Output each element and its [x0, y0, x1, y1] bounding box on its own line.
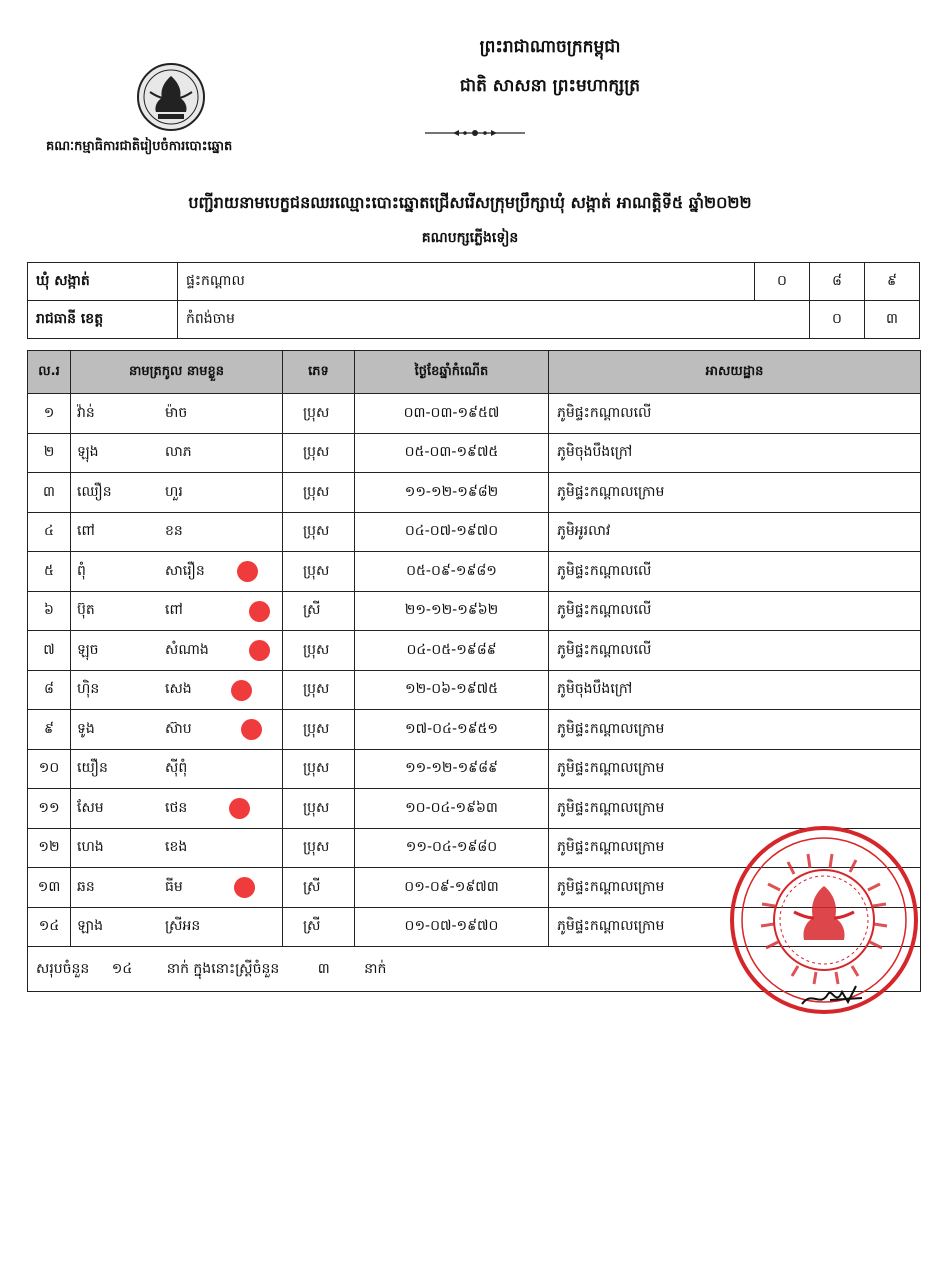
candidate-name-cell [71, 591, 283, 631]
family-name: ហេង [77, 839, 104, 856]
row-number: ១៣ [28, 868, 71, 908]
location-table [27, 262, 920, 339]
given-name: សេង [165, 681, 192, 698]
address-cell: ភូមិផ្ទះកណ្តាលក្រោម [549, 749, 921, 789]
address-cell: ភូមិផ្ទះកណ្តាលក្រោម [549, 789, 921, 829]
document-title: បញ្ជីរាយនាមបេក្ខជនឈរឈ្មោះបោះឆ្នោតជ្រើសរើសក្រុមប្រឹក្សាឃុំ សង្កាត់ អាណត្តិទី៥ ឆ្នាំ២០២២ [188, 193, 752, 212]
family-name: ឆន [77, 878, 95, 895]
row-number: ១០ [28, 749, 71, 789]
province-name: កំពង់ចាម [178, 301, 810, 339]
given-name: ធីម [165, 878, 183, 895]
sex-cell: ប្រុស [283, 789, 355, 829]
dob-cell: ១២-០៦-១៩៧៥ [355, 670, 549, 710]
kingdom-heading: ព្រះរាជាណាចក្រកម្ពុជា [479, 37, 621, 57]
red-marker-dot [231, 680, 252, 701]
row-number: ២ [28, 433, 71, 473]
row-number: ១១ [28, 789, 71, 829]
given-name: ពៅ [165, 602, 183, 619]
table-row [28, 789, 921, 829]
header-dob: ថ្ងៃខែឆ្នាំកំណើត [355, 351, 549, 394]
address-cell: ភូមិចុងបឹងក្រៅ [549, 670, 921, 710]
commune-code-digit: ៩ [865, 263, 920, 301]
summary-women: ៣ [317, 960, 330, 977]
given-name: ស៊ាប [165, 720, 192, 737]
given-name: សារឿន [165, 562, 205, 579]
dob-cell: ០៥-០៣-១៩៧៥ [355, 433, 549, 473]
summary-total: ១៤ [111, 960, 133, 977]
dob-cell: ០១-០៩-១៩៧៣ [355, 868, 549, 908]
sex-cell: ប្រុស [283, 512, 355, 552]
row-number: ៧ [28, 631, 71, 671]
dob-cell: ១០-០៤-១៩៦៣ [355, 789, 549, 829]
sex-cell: ប្រុស [283, 710, 355, 750]
family-name: ឡុច [77, 641, 99, 658]
family-name: ទូង [77, 720, 95, 737]
candidate-name-cell [71, 670, 283, 710]
family-name: ហ៊ិន [77, 681, 100, 698]
summary-unit: នាក់ [364, 960, 387, 977]
candidate-name-cell [71, 433, 283, 473]
province-code-digit: ០ [810, 301, 865, 339]
family-name: ពុំ [77, 562, 86, 579]
summary-total-label: សរុបចំនួន [36, 960, 90, 977]
candidate-name-cell [71, 394, 283, 434]
row-number: ៩ [28, 710, 71, 750]
dob-cell: ០១-០៧-១៩៧០ [355, 907, 549, 947]
row-number: ៥ [28, 552, 71, 592]
sex-cell: ប្រុស [283, 670, 355, 710]
table-row [28, 552, 921, 592]
family-name: ពៅ [77, 523, 95, 540]
given-name: ខេង [165, 839, 188, 856]
province-row [28, 301, 920, 339]
candidate-name-cell [71, 789, 283, 829]
dob-cell: ១១-១២-១៩៨៩ [355, 749, 549, 789]
sex-cell: ប្រុស [283, 473, 355, 513]
row-number: ៦ [28, 591, 71, 631]
dob-cell: ១១-១២-១៩៨២ [355, 473, 549, 513]
province-label: រាជធានី ខេត្ត [28, 301, 178, 339]
row-number: ៨ [28, 670, 71, 710]
dob-cell: ១១-០៤-១៩៨០ [355, 828, 549, 868]
address-cell: ភូមិផ្ទះកណ្តាលលើ [549, 591, 921, 631]
sex-cell: ស្រី [283, 868, 355, 908]
address-cell: ភូមិផ្ទះកណ្តាលក្រោម [549, 868, 921, 908]
table-row [28, 591, 921, 631]
row-number: ១៤ [28, 907, 71, 947]
given-name: ស៊ីពុំ [165, 760, 188, 777]
red-marker-dot [234, 877, 255, 898]
red-marker-dot [229, 798, 250, 819]
header-number: ល.រ [28, 351, 71, 394]
sex-cell: ប្រុស [283, 394, 355, 434]
row-number: ១២ [28, 828, 71, 868]
given-name: ថេន [165, 799, 188, 816]
family-name: ឡុង [77, 444, 99, 461]
family-name: សែម [77, 799, 104, 816]
address-cell: ភូមិផ្ទះកណ្តាលលើ [549, 631, 921, 671]
address-cell: ភូមិអូរលាវ [549, 512, 921, 552]
commune-label: ឃុំ សង្កាត់ [28, 263, 178, 301]
table-row [28, 631, 921, 671]
ornament-divider [425, 126, 525, 140]
candidate-name-cell [71, 907, 283, 947]
address-cell: ភូមិផ្ទះកណ្តាលក្រោម [549, 828, 921, 868]
candidate-name-cell [71, 749, 283, 789]
red-marker-dot [249, 640, 270, 661]
table-row [28, 394, 921, 434]
address-cell: ភូមិផ្ទះកណ្តាលក្រោម [549, 473, 921, 513]
address-cell: ភូមិចុងបឹងក្រៅ [549, 433, 921, 473]
sex-cell: ប្រុស [283, 433, 355, 473]
header-address: អាសយដ្ឋាន [549, 351, 921, 394]
address-cell: ភូមិផ្ទះកណ្តាលលើ [549, 552, 921, 592]
table-row [28, 473, 921, 513]
given-name: ខន [165, 523, 183, 540]
signature-icon [800, 980, 870, 1010]
province-code-digit: ៣ [865, 301, 920, 339]
address-cell: ភូមិផ្ទះកណ្តាលលើ [549, 394, 921, 434]
commune-code-digit: ៨ [810, 263, 865, 301]
address-cell: ភូមិផ្ទះកណ្តាលក្រោម [549, 907, 921, 947]
family-name: វ៉ាន់ [77, 404, 95, 421]
national-motto: ជាតិ សាសនា ព្រះមហាក្សត្រ [459, 76, 641, 96]
dob-cell: ០៥-០៩-១៩៨១ [355, 552, 549, 592]
row-number: ៣ [28, 473, 71, 513]
commune-name: ផ្ទះកណ្តាល [178, 263, 755, 301]
dob-cell: ០៤-០៧-១៩៧០ [355, 512, 549, 552]
given-name: លាភ [165, 444, 192, 461]
candidate-name-cell [71, 552, 283, 592]
table-row [28, 749, 921, 789]
header-name: នាមត្រកូល នាមខ្លួន [71, 351, 283, 394]
given-name: ស្រីអន [165, 918, 201, 935]
given-name: សំណាង [165, 641, 209, 658]
table-header-row [28, 351, 921, 394]
sex-cell: ប្រុស [283, 631, 355, 671]
header-sex: ភេទ [283, 351, 355, 394]
sex-cell: ស្រី [283, 591, 355, 631]
red-marker-dot [249, 601, 270, 622]
family-name: ឈឿន [77, 483, 112, 500]
candidate-name-cell [71, 473, 283, 513]
row-number: ១ [28, 394, 71, 434]
table-row [28, 710, 921, 750]
party-name: គណបក្សភ្លើងទៀន [421, 230, 519, 246]
commune-row [28, 263, 920, 301]
dob-cell: ១៧-០៤-១៩៥១ [355, 710, 549, 750]
candidate-name-cell [71, 868, 283, 908]
candidate-name-cell [71, 631, 283, 671]
family-name: ប៊ុត [77, 602, 95, 619]
address-cell: ភូមិផ្ទះកណ្តាលក្រោម [549, 710, 921, 750]
sex-cell: ប្រុស [283, 749, 355, 789]
table-row [28, 433, 921, 473]
family-name: យឿន [77, 760, 108, 777]
sex-cell: ស្រី [283, 907, 355, 947]
sex-cell: ប្រុស [283, 828, 355, 868]
committee-name: គណៈកម្មាធិការជាតិរៀបចំការបោះឆ្នោត [46, 139, 233, 154]
given-name: ហួរ [165, 483, 183, 500]
given-name: ម៉ាច [165, 404, 188, 421]
sex-cell: ប្រុស [283, 552, 355, 592]
red-marker-dot [241, 719, 262, 740]
table-row [28, 670, 921, 710]
nec-emblem-icon [136, 62, 206, 132]
row-number: ៤ [28, 512, 71, 552]
dob-cell: ០៤-០៥-១៩៨៩ [355, 631, 549, 671]
table-row [28, 512, 921, 552]
candidate-name-cell [71, 828, 283, 868]
dob-cell: ០៣-០៣-១៩៥៧ [355, 394, 549, 434]
summary-people-label: នាក់ ក្នុងនោះស្ត្រីចំនួន [166, 960, 280, 977]
candidate-name-cell [71, 710, 283, 750]
family-name: ឡាង [77, 918, 103, 935]
candidate-name-cell [71, 512, 283, 552]
commune-code-digit: ០ [755, 263, 810, 301]
red-marker-dot [237, 561, 258, 582]
dob-cell: ២១-១២-១៩៦២ [355, 591, 549, 631]
